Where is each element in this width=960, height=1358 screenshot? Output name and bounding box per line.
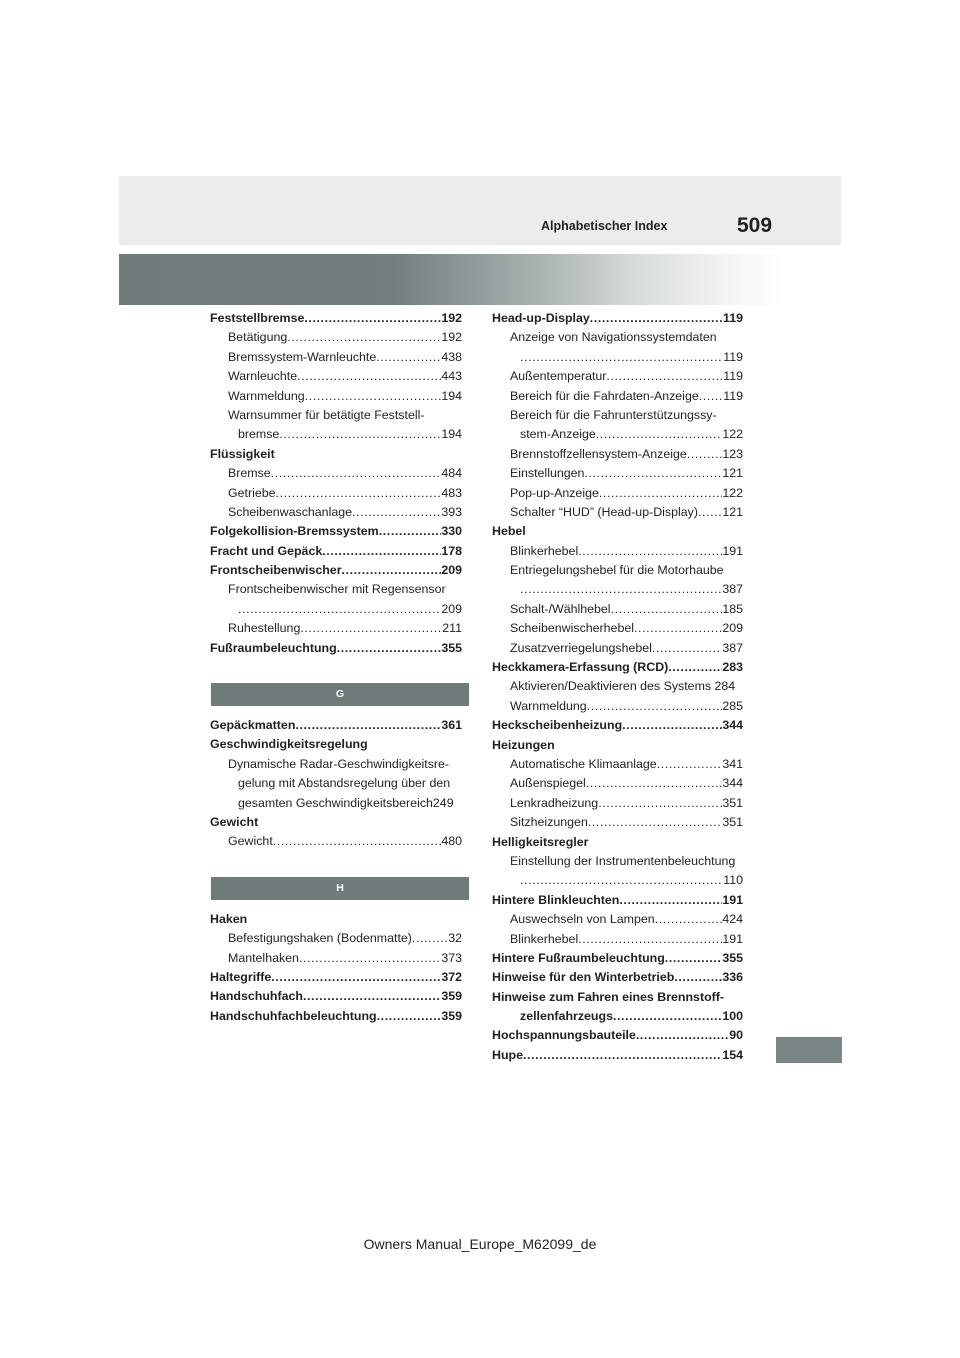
index-entry-label: Entriegelungshebel für die Motorhaube [510, 563, 724, 578]
index-column-left [210, 309, 462, 1026]
index-entry-label: Gepäckmatten [210, 718, 296, 733]
leader-dots [587, 697, 723, 716]
index-entry-label: Helligkeitsregler [492, 834, 589, 849]
leader-dots [652, 639, 722, 658]
index-entry [210, 813, 462, 832]
index-entry-page[interactable]: 373 [441, 950, 462, 965]
index-entry-label: Schalt-/Wählhebel [510, 601, 611, 616]
index-entry-label: Mantelhaken [228, 950, 299, 965]
footer-document-name: Owners Manual_Europe_M62099_de [363, 1236, 597, 1252]
index-entry-label: Blinkerhebel [510, 543, 579, 558]
index-entry-label: Einstellung der Instrumentenbeleuchtung [510, 853, 736, 868]
index-entry [210, 522, 462, 541]
index-entry [492, 813, 743, 832]
index-entry-label: Warnmeldung [510, 698, 587, 713]
page-number: 509 [737, 214, 773, 237]
index-entry [210, 735, 462, 754]
index-entry-label: Schalter “HUD” (Head-up-Display) [510, 504, 698, 519]
leader-dots [337, 639, 442, 658]
index-entry-label: Dynamische Radar-Geschwindigkeitsre- [228, 756, 450, 771]
index-entry-page[interactable]: 341 [722, 756, 743, 771]
index-entry-label: Hintere Blinkleuchten [492, 892, 620, 907]
index-entry-page[interactable]: 194 [441, 427, 462, 442]
index-entry-label: Bremssystem-Warnleuchte [228, 349, 377, 364]
leader-dots [520, 348, 723, 367]
index-entry [210, 328, 462, 347]
index-entry-label: gesamten Geschwindigkeitsbereich249 [238, 795, 454, 810]
index-entry-page[interactable]: 336 [722, 970, 743, 985]
index-entry-label: Ruhestellung [228, 621, 301, 636]
leader-dots [276, 484, 442, 503]
leader-dots [698, 503, 722, 522]
index-entry-page[interactable]: 90 [729, 1028, 743, 1043]
index-entry-page[interactable]: 110 [723, 873, 743, 888]
index-entry [492, 736, 743, 755]
index-entry-label: Gewicht [210, 814, 259, 829]
index-entry-label: Betätigung [228, 330, 288, 345]
index-entry [492, 677, 743, 696]
index-entry [492, 871, 743, 890]
index-entry-page[interactable]: 285 [722, 698, 743, 713]
index-entry [210, 503, 462, 522]
index-entry-label: Bereich für die Fahrdaten-Anzeige [510, 388, 699, 403]
leader-dots [622, 716, 722, 735]
index-entry [210, 929, 462, 948]
leader-dots [655, 910, 723, 929]
leader-dots [300, 619, 442, 638]
index-entry-page[interactable]: 119 [723, 369, 743, 384]
index-entry [492, 348, 743, 367]
index-entry-page[interactable]: 344 [722, 776, 743, 791]
index-entry [492, 1007, 743, 1026]
index-entry-page[interactable]: 361 [441, 718, 462, 733]
index-entry-page[interactable]: 351 [722, 815, 743, 830]
index-entry-label: Handschuhfach [210, 989, 303, 1004]
index-entry-label: Hinweise für den Winterbetrieb [492, 970, 675, 985]
index-entry [492, 445, 743, 464]
index-entry [492, 580, 743, 599]
index-entry [492, 988, 743, 1007]
index-entry-page[interactable]: 178 [441, 543, 462, 558]
index-entry [210, 348, 462, 367]
index-entry-page[interactable]: 119 [723, 349, 743, 364]
index-entry-label: Aktivieren/Deaktivieren des Systems 284 [510, 679, 736, 694]
index-entry-label: Bereich für die Fahrunterstützungssy- [510, 407, 717, 422]
index-entry-label: Zusatzverriegelungshebel [510, 640, 652, 655]
index-entry [492, 387, 743, 406]
index-entry [492, 1026, 743, 1045]
index-entry-label: Haken [210, 911, 248, 926]
leader-dots [606, 367, 723, 386]
leader-dots [271, 464, 442, 483]
index-entry-page[interactable]: 209 [722, 621, 743, 636]
leader-dots [619, 891, 722, 910]
index-entry-page[interactable]: 209 [441, 601, 462, 616]
index-entry-page[interactable]: 372 [441, 969, 462, 984]
index-entry-page[interactable]: 211 [442, 621, 462, 636]
index-entry [492, 910, 743, 929]
index-entry-label: Befestigungshaken (Bodenmatte) [228, 931, 412, 946]
index-entry-page[interactable]: 100 [722, 1009, 743, 1024]
index-entry-page[interactable]: 438 [441, 349, 462, 364]
leader-dots [295, 716, 441, 735]
index-entry-label: Warnmeldung [228, 388, 305, 403]
spacer [210, 658, 462, 683]
index-entry-page[interactable]: 424 [722, 912, 743, 927]
index-entry-page[interactable]: 283 [722, 660, 743, 675]
index-entry-label: Frontscheibenwischer [210, 563, 342, 578]
index-entry-page[interactable]: 330 [441, 524, 462, 539]
leader-dots [699, 387, 724, 406]
index-entry-label: Handschuhfachbeleuchtung [210, 1008, 377, 1023]
index-entry [210, 949, 462, 968]
index-entry-label: Scheibenwischerhebel [510, 621, 634, 636]
index-entry [210, 367, 462, 386]
spacer [210, 900, 462, 910]
index-entry [492, 464, 743, 483]
index-entry [492, 639, 743, 658]
leader-dots [297, 367, 441, 386]
index-entry [492, 968, 743, 987]
index-entry-label: Pop-up-Anzeige [510, 485, 599, 500]
index-entry [492, 774, 743, 793]
header-band [119, 176, 841, 245]
index-entry [492, 1046, 743, 1065]
index-entry-label: Scheibenwaschanlage [228, 504, 352, 519]
index-entry-label: Warnleuchte [228, 369, 298, 384]
decorative-gradient-bar [119, 254, 841, 305]
section-header-g: G [211, 683, 469, 706]
index-entry-label: zellenfahrzeugs [520, 1009, 613, 1024]
index-entry-label: Sitzheizungen [510, 815, 588, 830]
index-block [210, 716, 462, 852]
index-entry [492, 619, 743, 638]
leader-dots [520, 580, 722, 599]
leader-dots [578, 542, 722, 561]
index-entry [492, 949, 743, 968]
index-entry-label: Brennstoffzellensystem-Anzeige [510, 446, 687, 461]
index-entry-label: Frontscheibenwischer mit Regensensor [228, 582, 446, 597]
index-entry [492, 309, 743, 328]
index-entry [492, 794, 743, 813]
index-entry-page[interactable]: 191 [722, 931, 743, 946]
index-entry [210, 425, 462, 444]
index-entry-page[interactable]: 192 [441, 330, 462, 345]
leader-dots [596, 425, 723, 444]
index-entry-page[interactable]: 122 [722, 485, 743, 500]
index-entry [210, 445, 462, 464]
index-entry [492, 930, 743, 949]
index-entry-page[interactable]: 344 [722, 718, 743, 733]
index-entry [210, 832, 462, 851]
index-entry-label: Fracht und Gepäck [210, 543, 323, 558]
index-entry [492, 542, 743, 561]
index-block [210, 309, 462, 658]
leader-dots [279, 425, 441, 444]
index-entry-label: Außentemperatur [510, 369, 607, 384]
leader-dots [287, 328, 441, 347]
leader-dots [379, 522, 442, 541]
index-entry-page[interactable]: 119 [723, 311, 743, 325]
index-entry [492, 503, 743, 522]
index-entry-label: Außenspiegel [510, 776, 586, 791]
index-entry-label: Bremse [228, 466, 271, 481]
leader-dots [657, 755, 723, 774]
leader-dots [668, 658, 722, 677]
index-entry-label: Feststellbremse [210, 311, 305, 325]
index-entry-label: stem-Anzeige [520, 427, 596, 442]
index-entry-label: gelung mit Abstandsregelung über den [238, 776, 451, 791]
index-entry-label: Blinkerhebel [510, 931, 579, 946]
index-entry [492, 484, 743, 503]
index-entry-page[interactable]: 351 [722, 795, 743, 810]
index-entry-label: Hupe [492, 1047, 523, 1062]
index-entry-label: Lenkradheizung [510, 795, 599, 810]
leader-dots [687, 445, 723, 464]
leader-dots [634, 619, 722, 638]
index-entry-label: Folgekollision-Bremssystem [210, 524, 379, 539]
index-entry-page[interactable]: 355 [441, 640, 462, 655]
index-entry-label: Hintere Fußraumbeleuchtung [492, 950, 665, 965]
index-entry [492, 891, 743, 910]
index-entry [210, 987, 462, 1006]
index-entry [210, 755, 462, 774]
leader-dots [588, 813, 722, 832]
index-entry-label: Heckscheibenheizung [492, 718, 623, 733]
index-entry-label: Heizungen [492, 737, 555, 752]
index-entry-page[interactable]: 119 [723, 388, 743, 403]
index-entry-page[interactable]: 191 [722, 892, 743, 907]
index-entry-label: Fußraumbeleuchtung [210, 640, 337, 655]
leader-dots [590, 309, 723, 328]
index-entry-label: Anzeige von Navigationssystemdaten [510, 330, 717, 345]
index-entry-label: Hochspannungsbauteile [492, 1028, 636, 1043]
index-entry [492, 600, 743, 619]
index-column-right [492, 309, 743, 1065]
index-entry [210, 484, 462, 503]
leader-dots [342, 561, 442, 580]
index-entry [492, 522, 743, 541]
index-entry-page[interactable]: 194 [441, 388, 462, 403]
index-entry-page[interactable]: 32 [448, 931, 462, 946]
index-entry [492, 833, 743, 852]
leader-dots [305, 387, 442, 406]
leader-dots [586, 774, 723, 793]
index-entry-label: bremse [238, 427, 280, 442]
index-entry-label: Warnsummer für betätigte Feststell- [228, 407, 425, 422]
index-entry [210, 309, 462, 328]
index-entry [492, 561, 743, 580]
leader-dots [599, 484, 722, 503]
index-entry [210, 406, 462, 425]
leader-dots [520, 871, 723, 890]
leader-dots [611, 600, 723, 619]
index-entry [210, 619, 462, 638]
index-entry-label: Hebel [492, 524, 526, 539]
index-entry [210, 542, 462, 561]
index-entry-label: Haltegriffe [210, 969, 272, 984]
leader-dots [322, 542, 441, 561]
leader-dots [613, 1007, 722, 1026]
index-entry-page[interactable]: 121 [722, 466, 743, 481]
index-entry-page[interactable]: 154 [722, 1047, 743, 1062]
index-entry [210, 387, 462, 406]
index-entry [492, 367, 743, 386]
index-entry-page[interactable]: 121 [722, 504, 743, 519]
index-entry [210, 968, 462, 987]
index-entry [210, 580, 462, 599]
index-entry [210, 600, 462, 619]
index-entry-page[interactable]: 359 [441, 989, 462, 1004]
leader-dots [304, 309, 441, 328]
leader-dots [352, 503, 441, 522]
leader-dots [273, 832, 442, 851]
index-entry-label: Head-up-Display [492, 311, 590, 325]
index-entry [492, 852, 743, 871]
index-block [492, 309, 743, 1065]
index-entry [210, 561, 462, 580]
index-entry [210, 910, 462, 929]
index-entry-page[interactable]: 387 [722, 582, 743, 597]
index-entry [492, 328, 743, 347]
leader-dots [665, 949, 723, 968]
index-entry-page[interactable]: 484 [441, 466, 462, 481]
index-entry-page[interactable]: 480 [441, 834, 462, 849]
index-entry-page[interactable]: 191 [722, 543, 743, 558]
index-entry [210, 774, 462, 793]
index-entry-page[interactable]: 123 [722, 446, 743, 461]
leader-dots [303, 987, 441, 1006]
leader-dots [584, 464, 722, 483]
leader-dots [578, 930, 722, 949]
index-entry-page[interactable]: 359 [441, 1008, 462, 1023]
index-entry [210, 794, 462, 813]
leader-dots [376, 348, 441, 367]
spacer [210, 852, 462, 877]
leader-dots [523, 1046, 722, 1065]
leader-dots [636, 1026, 729, 1045]
leader-dots [412, 929, 448, 948]
leader-dots [238, 600, 441, 619]
index-entry-page[interactable]: 192 [441, 311, 462, 325]
index-entry-label: Hinweise zum Fahren eines Brennstoff- [492, 989, 725, 1004]
index-entry-label: Flüssigkeit [210, 446, 275, 461]
leader-dots [674, 968, 722, 987]
section-header-h: H [211, 877, 469, 900]
leader-dots [377, 1007, 442, 1026]
index-entry [492, 755, 743, 774]
index-entry-page[interactable]: 185 [722, 601, 743, 616]
index-entry-label: Heckkamera-Erfassung (RCD) [492, 660, 669, 675]
leader-dots [299, 949, 441, 968]
index-entry [492, 716, 743, 735]
index-entry-label: Automatische Klimaanlage [510, 756, 657, 771]
index-entry-page[interactable]: 483 [441, 485, 462, 500]
index-entry-label: Geschwindigkeitsregelung [210, 737, 368, 752]
page-header-title: Alphabetischer Index [541, 219, 668, 233]
index-entry [210, 464, 462, 483]
index-entry-label: Gewicht [228, 834, 273, 849]
index-entry-page[interactable]: 122 [722, 427, 743, 442]
index-entry [210, 1007, 462, 1026]
index-entry-label: Einstellungen [510, 466, 585, 481]
leader-dots [598, 794, 722, 813]
index-entry-page[interactable]: 209 [441, 563, 462, 578]
index-entry-page[interactable]: 387 [722, 640, 743, 655]
index-entry-page[interactable]: 443 [441, 369, 462, 384]
leader-dots [271, 968, 441, 987]
index-entry [492, 697, 743, 716]
index-entry [210, 716, 462, 735]
index-entry-page[interactable]: 393 [441, 504, 462, 519]
index-entry-label: Auswechseln von Lampen [510, 912, 655, 927]
index-entry-page[interactable]: 355 [722, 950, 743, 965]
index-entry [492, 425, 743, 444]
spacer [210, 706, 462, 716]
index-entry [210, 639, 462, 658]
index-entry [492, 658, 743, 677]
index-entry-label: Getriebe [228, 485, 276, 500]
index-block [210, 910, 462, 1026]
chapter-tab-marker[interactable] [776, 1037, 842, 1063]
index-entry [492, 406, 743, 425]
